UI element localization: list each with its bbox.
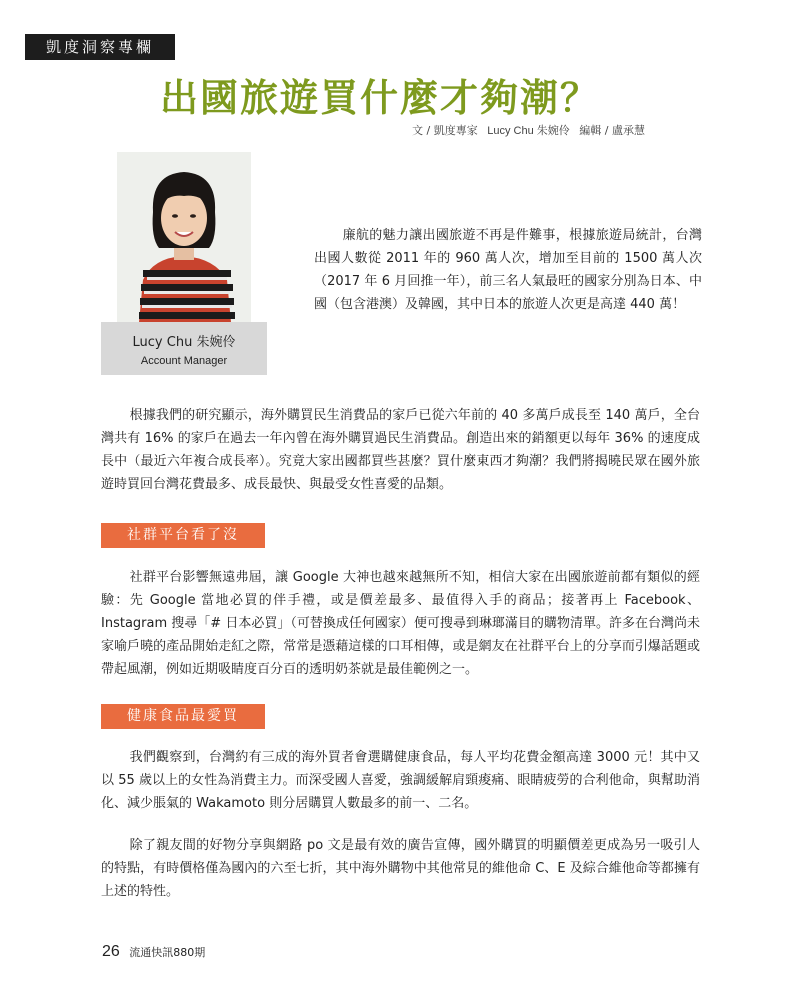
column-tag: 凱度洞察專欄 (25, 34, 175, 60)
publication-name: 流通快訊880期 (129, 946, 206, 959)
body-paragraph-4 (101, 834, 700, 903)
intro-paragraph (314, 224, 702, 316)
body-text-1: 根據我們的研究顯示，海外購買民生消費品的家戶已從六年前的 40 多萬戶成長至 140 萬戶，全台灣共有 16% 的家戶在過去一年內曾在海外購買過民生消費品。創造出來的銷額更以每年 36% 的速度成長中（最近六年複合成長率）。究竟大家出國都買些甚麼？買什麼東西才夠潮？我們將揭曉民眾在國外旅遊時買回台灣花費最多、成長最快、與最受女性喜愛的品類。 (101, 408, 700, 492)
page-footer (102, 943, 205, 961)
byline (406, 122, 645, 138)
body-paragraph-1 (101, 404, 700, 496)
author-portrait-illustration (117, 152, 251, 322)
section-heading-health: 健康食品最愛買 (101, 704, 265, 729)
author-caption (101, 322, 267, 375)
body-text-4: 除了親友間的好物分享與網路 po 文是最有效的廣告宣傳，國外購買的明顯價差更成為另一吸引人的特點，有時價格僅為國內的六至七折，其中海外購物中其他常見的維他命 C、E 及綜合維他命等都擁有上述的特性。 (101, 838, 700, 899)
byline-author-name: Lucy Chu 朱婉伶 (487, 125, 570, 137)
intro-text: 廉航的魅力讓出國旅遊不再是件難事，根據旅遊局統計，台灣出國人數從 2011 年的 960 萬人次，增加至目前的 1500 萬人次（2017 年 6 月回推一年），前三名人氣最旺的國家分別為日本、中國（包含港澳）及韓國，其中日本的旅遊人次更是高達 440 萬！ (314, 228, 702, 312)
body-text-3: 我們觀察到，台灣約有三成的海外買者會選購健康食品，每人平均花費金額高達 3000 元！其中又以 55 歲以上的女性為消費主力。而深受國人喜愛，強調緩解肩頸痠痛、眼睛疲勞的合利他命，與幫助消化、減少脹氣的 Wakamoto 則分居購買人數最多的前一、二名。 (101, 750, 700, 811)
section-heading-social: 社群平台看了沒 (101, 523, 265, 548)
page-number: 26 (102, 943, 120, 960)
author-profile-card (101, 152, 267, 375)
body-paragraph-2 (101, 566, 700, 681)
author-role: Account Manager (140, 355, 228, 367)
byline-author-prefix: 文 / 凱度專家 (412, 124, 478, 137)
body-paragraph-3 (101, 746, 700, 815)
author-photo (117, 152, 251, 322)
article-title: 出國旅遊買什麼才夠潮？ (159, 76, 600, 120)
author-name: Lucy Chu 朱婉伶 (132, 335, 236, 350)
byline-editor: 編輯 / 盧承慧 (579, 124, 645, 137)
body-text-2: 社群平台影響無遠弗屆，讓 Google 大神也越來越無所不知，相信大家在出國旅遊前都有類似的經驗：先 Google 當地必買的伴手禮，或是價差最多、最值得入手的商品；接著再上 Facebook、Instagram 搜尋「# 日本必買」（可替換成任何國家）便可搜尋到琳瑯滿目的購物清單。許多在台灣尚未家喻戶曉的產品開始走紅之際，常常是憑藉這樣的口耳相傳，或是網友在社群平台上的分享而引爆話題或帶起風潮，例如近期吸睛度百分百的透明奶茶就是最佳範例之一。 (101, 570, 700, 677)
